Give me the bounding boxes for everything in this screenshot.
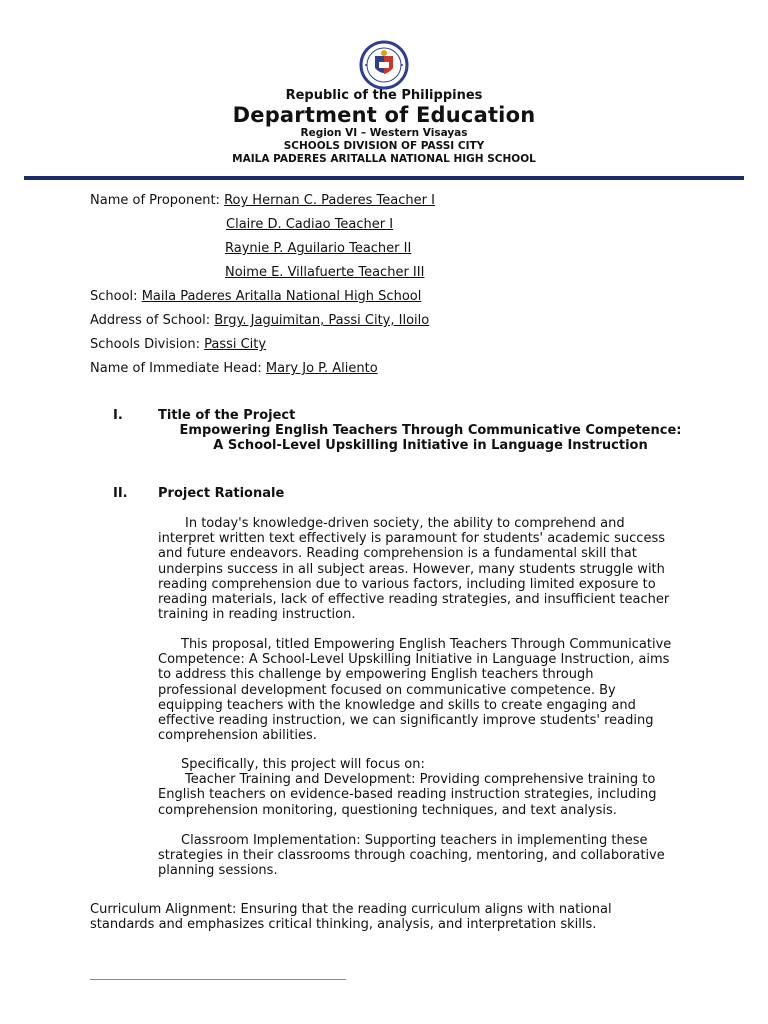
school-row — [90, 289, 421, 304]
paragraph-line: underpins success in all subject areas. However, many students struggle with — [158, 561, 665, 577]
paragraph-line: and future endeavors. Reading comprehension is a fundamental skill that — [158, 546, 637, 562]
paragraph-line: professional development focused on communicative competence. By — [158, 682, 616, 698]
paragraph-line: strategies in their classrooms through coaching, mentoring, and collaborative — [158, 848, 665, 864]
department-heading: Department of Education — [232, 103, 536, 127]
head-row — [90, 361, 378, 376]
proponent-name: Claire D. Cadiao Teacher I — [226, 217, 394, 232]
deped-seal-logo — [352, 40, 416, 90]
header-divider — [24, 176, 744, 180]
rationale-paragraph — [90, 902, 612, 932]
school-heading: MAILA PADERES ARITALLA NATIONAL HIGH SCHOOL — [232, 153, 536, 165]
address-label: Address of School: — [90, 313, 211, 328]
region-heading: Region VI – Western Visayas — [300, 127, 468, 139]
division-row — [90, 337, 266, 352]
proponent-name: Roy Hernan C. Paderes Teacher I — [224, 193, 435, 208]
school-value: Maila Paderes Aritalla National High School — [141, 289, 422, 304]
project-title-line: Empowering English Teachers Through Communicative Competence: — [179, 423, 682, 438]
paragraph-line: equipping teachers with the knowledge and skills to create engaging and — [158, 697, 636, 713]
paragraph-line: reading materials, lack of effective reading strategies, and insufficient teacher — [158, 592, 670, 608]
paragraph-line: comprehension monitoring, questioning techniques, and text analysis. — [158, 802, 617, 818]
rationale-paragraph — [158, 833, 665, 879]
rationale-paragraph — [158, 757, 656, 818]
section-number: II. — [113, 486, 128, 501]
division-label: Schools Division: — [90, 337, 200, 352]
paragraph-line: reading comprehension due to various factors, including limited exposure to — [158, 576, 656, 592]
head-value: Mary Jo P. Aliento — [265, 361, 378, 376]
project-title-line: A School-Level Upskilling Initiative in Language Instruction — [213, 438, 648, 453]
section-heading: Project Rationale — [158, 486, 285, 501]
paragraph-line: This proposal, titled Empowering English Teachers Through Communicative — [181, 637, 672, 652]
proponent-row — [90, 193, 435, 208]
proponent-name: Noime E. Villafuerte Teacher III — [225, 265, 425, 280]
paragraph-line: Competence: A School-Level Upskilling Initiative in Language Instruction, aims — [158, 652, 670, 668]
rationale-paragraph — [158, 516, 669, 622]
paragraph-line: Specifically, this project will focus on: — [181, 757, 425, 772]
school-label: School: — [90, 289, 138, 304]
paragraph-line: comprehension abilities. — [158, 728, 317, 744]
proponent-label: Name of Proponent: — [90, 193, 220, 208]
section-heading: Title of the Project — [158, 408, 296, 423]
proponent-name: Raynie P. Aguilario Teacher II — [225, 241, 412, 256]
paragraph-line: interpret written text effectively is paramount for students' academic success — [158, 531, 665, 547]
head-label: Name of Immediate Head: — [90, 361, 262, 376]
division-value: Passi City — [204, 337, 267, 352]
paragraph-line: to address this challenge by empowering English teachers through — [158, 667, 594, 683]
paragraph-line: In today's knowledge-driven society, the ability to comprehend and — [185, 516, 625, 531]
paragraph-line: Curriculum Alignment: Ensuring that the reading curriculum aligns with national — [90, 902, 612, 917]
footnote-separator — [90, 979, 346, 980]
address-value: Brgy. Jaguimitan, Passi City, Iloilo — [214, 313, 430, 328]
section-number: I. — [113, 408, 123, 423]
division-heading: SCHOOLS DIVISION OF PASSI CITY — [283, 140, 485, 152]
paragraph-line: planning sessions. — [158, 863, 278, 879]
address-row — [90, 313, 429, 328]
paragraph-line: Teacher Training and Development: Providing comprehensive training to — [185, 772, 656, 788]
paragraph-line: training in reading instruction. — [158, 607, 356, 623]
country-heading: Republic of the Philippines — [285, 88, 483, 103]
paragraph-line: English teachers on evidence-based reading instruction strategies, including — [158, 787, 657, 803]
rationale-paragraph — [158, 637, 671, 743]
paragraph-line: Classroom Implementation: Supporting teachers in implementing these — [181, 833, 648, 848]
paragraph-line: effective reading instruction, we can significantly improve students' reading — [158, 713, 654, 729]
paragraph-line: standards and emphasizes critical thinking, analysis, and interpretation skills. — [90, 917, 597, 933]
